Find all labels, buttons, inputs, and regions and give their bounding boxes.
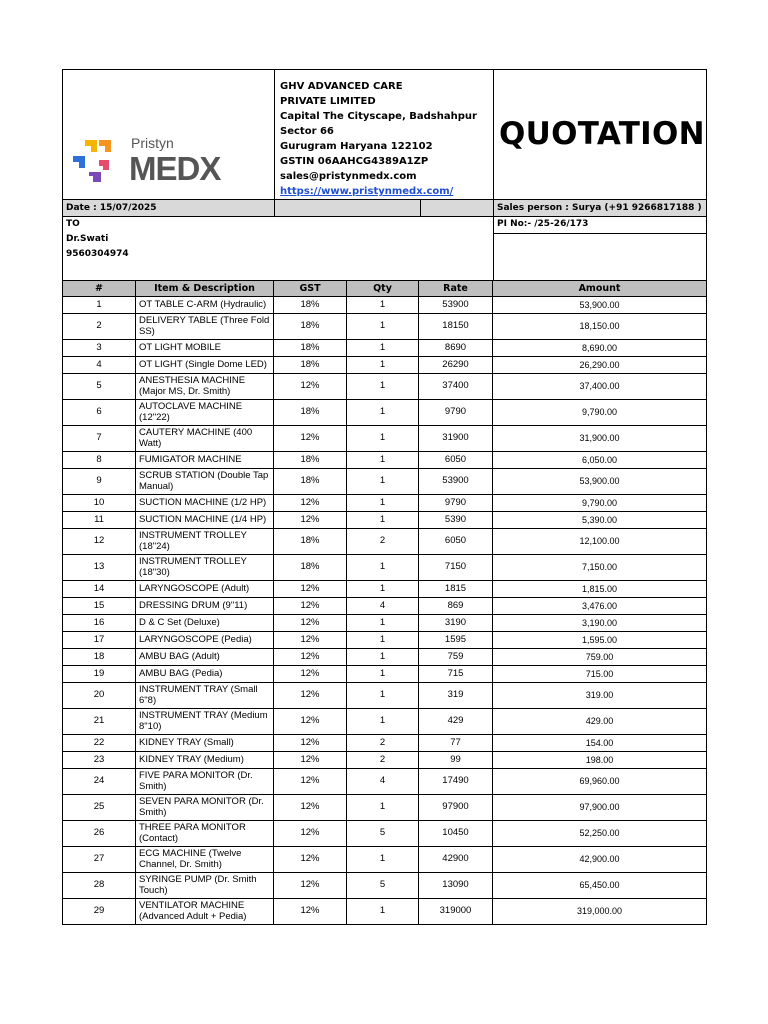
item-qty: 1 — [347, 615, 419, 632]
item-amount: 53,900.00 — [493, 297, 707, 314]
recipient-name: Dr.Swati — [66, 234, 109, 244]
col-header-item: Item & Description — [136, 281, 274, 297]
table-row — [63, 400, 707, 426]
table-row — [63, 899, 707, 925]
table-row — [63, 581, 707, 598]
item-gst: 12% — [274, 666, 347, 683]
table-row — [63, 555, 707, 581]
item-qty: 1 — [347, 683, 419, 709]
item-number: 14 — [63, 581, 136, 598]
item-gst: 12% — [274, 632, 347, 649]
item-number: 10 — [63, 495, 136, 512]
item-amount: 198.00 — [493, 752, 707, 769]
table-row — [63, 666, 707, 683]
item-description: DRESSING DRUM (9"11) — [136, 598, 274, 615]
item-number: 12 — [63, 529, 136, 555]
item-qty: 4 — [347, 598, 419, 615]
item-description: OT LIGHT MOBILE — [136, 340, 274, 357]
item-qty: 1 — [347, 666, 419, 683]
item-number: 13 — [63, 555, 136, 581]
blank-cell — [275, 200, 421, 217]
item-number: 23 — [63, 752, 136, 769]
table-row — [63, 314, 707, 340]
item-description: FUMIGATOR MACHINE — [136, 452, 274, 469]
header-table — [62, 69, 707, 281]
item-rate: 6050 — [419, 452, 493, 469]
item-number: 9 — [63, 469, 136, 495]
table-row — [63, 512, 707, 529]
item-qty: 1 — [347, 452, 419, 469]
item-gst: 12% — [274, 899, 347, 925]
quotation-date: Date : 15/07/2025 — [63, 200, 275, 217]
item-qty: 1 — [347, 357, 419, 374]
item-qty: 1 — [347, 495, 419, 512]
table-row — [63, 598, 707, 615]
item-amount: 52,250.00 — [493, 821, 707, 847]
item-number: 21 — [63, 709, 136, 735]
company-name-line2: PRIVATE LIMITED — [280, 96, 376, 107]
logo-brand: Pristyn — [131, 135, 174, 151]
item-number: 1 — [63, 297, 136, 314]
item-amount: 69,960.00 — [493, 769, 707, 795]
item-qty: 1 — [347, 400, 419, 426]
item-qty: 1 — [347, 709, 419, 735]
company-cell — [275, 70, 494, 200]
item-description: OT LIGHT (Single Dome LED) — [136, 357, 274, 374]
items-table — [62, 280, 707, 925]
item-amount: 97,900.00 — [493, 795, 707, 821]
item-number: 6 — [63, 400, 136, 426]
table-row — [63, 297, 707, 314]
item-rate: 319000 — [419, 899, 493, 925]
table-row — [63, 873, 707, 899]
item-qty: 2 — [347, 752, 419, 769]
item-number: 7 — [63, 426, 136, 452]
table-row — [63, 795, 707, 821]
table-row — [63, 847, 707, 873]
item-gst: 18% — [274, 452, 347, 469]
item-description: VENTILATOR MACHINE (Advanced Adult + Pedia) — [136, 899, 274, 925]
item-rows — [63, 297, 707, 925]
item-description: AMBU BAG (Adult) — [136, 649, 274, 666]
item-gst: 18% — [274, 469, 347, 495]
item-amount: 319,000.00 — [493, 899, 707, 925]
table-row — [63, 821, 707, 847]
item-description: KIDNEY TRAY (Small) — [136, 735, 274, 752]
item-gst: 12% — [274, 795, 347, 821]
company-email: sales@pristynmedx.com — [280, 171, 417, 182]
item-gst: 12% — [274, 735, 347, 752]
item-gst: 12% — [274, 581, 347, 598]
item-description: INSTRUMENT TRAY (Medium 8"10) — [136, 709, 274, 735]
item-rate: 319 — [419, 683, 493, 709]
sales-person: Sales person : Surya (+91 9266817188 ) — [494, 200, 707, 217]
item-qty: 5 — [347, 821, 419, 847]
item-amount: 26,290.00 — [493, 357, 707, 374]
table-row — [63, 529, 707, 555]
item-rate: 1595 — [419, 632, 493, 649]
item-number: 5 — [63, 374, 136, 400]
item-rate: 9790 — [419, 495, 493, 512]
item-rate: 3190 — [419, 615, 493, 632]
document-title: QUOTATION — [494, 70, 707, 200]
table-row — [63, 649, 707, 666]
item-description: INSTRUMENT TROLLEY (18"30) — [136, 555, 274, 581]
item-qty: 4 — [347, 769, 419, 795]
item-rate: 31900 — [419, 426, 493, 452]
item-qty: 1 — [347, 581, 419, 598]
item-number: 22 — [63, 735, 136, 752]
item-number: 24 — [63, 769, 136, 795]
item-description: ANESTHESIA MACHINE (Major MS, Dr. Smith) — [136, 374, 274, 400]
item-number: 29 — [63, 899, 136, 925]
item-qty: 1 — [347, 469, 419, 495]
item-qty: 1 — [347, 512, 419, 529]
table-row — [63, 357, 707, 374]
item-gst: 12% — [274, 649, 347, 666]
item-rate: 37400 — [419, 374, 493, 400]
item-amount: 9,790.00 — [493, 495, 707, 512]
item-amount: 319.00 — [493, 683, 707, 709]
item-gst: 12% — [274, 495, 347, 512]
item-amount: 8,690.00 — [493, 340, 707, 357]
company-gstin: GSTIN 06AAHCG4389A1ZP — [280, 156, 429, 167]
recipient-label: TO — [66, 219, 80, 229]
item-number: 28 — [63, 873, 136, 899]
logo-product: MEDX — [129, 150, 221, 187]
pi-cell — [494, 217, 707, 281]
item-gst: 12% — [274, 873, 347, 899]
item-number: 11 — [63, 512, 136, 529]
item-rate: 9790 — [419, 400, 493, 426]
item-gst: 18% — [274, 340, 347, 357]
item-description: INSTRUMENT TRAY (Small 6"8) — [136, 683, 274, 709]
item-gst: 12% — [274, 598, 347, 615]
item-gst: 12% — [274, 847, 347, 873]
item-qty: 1 — [347, 426, 419, 452]
company-name-line1: GHV ADVANCED CARE — [280, 81, 403, 92]
item-amount: 18,150.00 — [493, 314, 707, 340]
item-qty: 1 — [347, 899, 419, 925]
item-rate: 7150 — [419, 555, 493, 581]
item-gst: 12% — [274, 512, 347, 529]
item-number: 27 — [63, 847, 136, 873]
table-row — [63, 709, 707, 735]
item-gst: 18% — [274, 357, 347, 374]
item-rate: 13090 — [419, 873, 493, 899]
item-number: 4 — [63, 357, 136, 374]
item-rate: 869 — [419, 598, 493, 615]
item-rate: 42900 — [419, 847, 493, 873]
item-description: D & C Set (Deluxe) — [136, 615, 274, 632]
item-qty: 5 — [347, 873, 419, 899]
item-gst: 18% — [274, 400, 347, 426]
table-row — [63, 735, 707, 752]
logo-cell — [63, 70, 275, 200]
item-number: 19 — [63, 666, 136, 683]
item-qty: 1 — [347, 649, 419, 666]
item-rate: 53900 — [419, 469, 493, 495]
item-amount: 53,900.00 — [493, 469, 707, 495]
item-amount: 715.00 — [493, 666, 707, 683]
recipient-phone: 9560304974 — [66, 249, 129, 259]
item-number: 17 — [63, 632, 136, 649]
item-qty: 1 — [347, 795, 419, 821]
table-row — [63, 452, 707, 469]
table-row — [63, 632, 707, 649]
company-website-link[interactable]: https://www.pristynmedx.com/ — [280, 186, 454, 197]
item-number: 25 — [63, 795, 136, 821]
item-rate: 77 — [419, 735, 493, 752]
item-rate: 6050 — [419, 529, 493, 555]
table-row — [63, 426, 707, 452]
item-gst: 12% — [274, 821, 347, 847]
table-row — [63, 374, 707, 400]
item-amount: 12,100.00 — [493, 529, 707, 555]
item-gst: 18% — [274, 314, 347, 340]
item-gst: 12% — [274, 426, 347, 452]
table-row — [63, 683, 707, 709]
col-header-gst: GST — [274, 281, 347, 297]
item-description: LARYNGOSCOPE (Pedia) — [136, 632, 274, 649]
item-number: 3 — [63, 340, 136, 357]
table-row — [63, 340, 707, 357]
company-address-line3: Gurugram Haryana 122102 — [280, 141, 433, 152]
item-gst: 12% — [274, 752, 347, 769]
item-amount: 37,400.00 — [493, 374, 707, 400]
item-qty: 2 — [347, 529, 419, 555]
item-description: DELIVERY TABLE (Three Fold SS) — [136, 314, 274, 340]
item-qty: 1 — [347, 297, 419, 314]
item-rate: 99 — [419, 752, 493, 769]
item-gst: 12% — [274, 683, 347, 709]
item-rate: 1815 — [419, 581, 493, 598]
table-row — [63, 769, 707, 795]
item-qty: 1 — [347, 847, 419, 873]
table-row — [63, 615, 707, 632]
item-description: INSTRUMENT TROLLEY (18"24) — [136, 529, 274, 555]
item-amount: 759.00 — [493, 649, 707, 666]
item-rate: 10450 — [419, 821, 493, 847]
item-description: THREE PARA MONITOR (Contact) — [136, 821, 274, 847]
item-description: SEVEN PARA MONITOR (Dr. Smith) — [136, 795, 274, 821]
item-qty: 1 — [347, 314, 419, 340]
item-qty: 1 — [347, 340, 419, 357]
item-gst: 18% — [274, 555, 347, 581]
item-qty: 1 — [347, 374, 419, 400]
item-rate: 53900 — [419, 297, 493, 314]
item-amount: 3,476.00 — [493, 598, 707, 615]
item-description: FIVE PARA MONITOR (Dr. Smith) — [136, 769, 274, 795]
item-number: 16 — [63, 615, 136, 632]
item-description: SCRUB STATION (Double Tap Manual) — [136, 469, 274, 495]
item-rate: 715 — [419, 666, 493, 683]
item-gst: 18% — [274, 529, 347, 555]
company-address-line2: Sector 66 — [280, 126, 334, 137]
company-address-line1: Capital The Cityscape, Badshahpur — [280, 111, 477, 122]
table-row — [63, 469, 707, 495]
item-number: 20 — [63, 683, 136, 709]
item-amount: 1,595.00 — [493, 632, 707, 649]
col-header-amount: Amount — [493, 281, 707, 297]
item-description: AUTOCLAVE MACHINE (12"22) — [136, 400, 274, 426]
col-header-rate: Rate — [419, 281, 493, 297]
item-amount: 7,150.00 — [493, 555, 707, 581]
item-amount: 31,900.00 — [493, 426, 707, 452]
item-amount: 5,390.00 — [493, 512, 707, 529]
item-rate: 97900 — [419, 795, 493, 821]
table-row — [63, 495, 707, 512]
item-rate: 26290 — [419, 357, 493, 374]
item-number: 2 — [63, 314, 136, 340]
item-description: OT TABLE C-ARM (Hydraulic) — [136, 297, 274, 314]
pristyn-medx-logo-icon — [71, 136, 123, 184]
item-rate: 17490 — [419, 769, 493, 795]
item-rate: 8690 — [419, 340, 493, 357]
item-number: 15 — [63, 598, 136, 615]
item-qty: 1 — [347, 632, 419, 649]
item-description: SYRINGE PUMP (Dr. Smith Touch) — [136, 873, 274, 899]
pi-number: PI No:- /25-26/173 — [494, 217, 706, 234]
item-rate: 759 — [419, 649, 493, 666]
item-description: SUCTION MACHINE (1/2 HP) — [136, 495, 274, 512]
col-header-number: # — [63, 281, 136, 297]
item-amount: 154.00 — [493, 735, 707, 752]
item-amount: 3,190.00 — [493, 615, 707, 632]
item-gst: 12% — [274, 615, 347, 632]
item-description: KIDNEY TRAY (Medium) — [136, 752, 274, 769]
item-description: AMBU BAG (Pedia) — [136, 666, 274, 683]
item-description: LARYNGOSCOPE (Adult) — [136, 581, 274, 598]
quotation-sheet — [62, 69, 706, 925]
item-rate: 5390 — [419, 512, 493, 529]
item-number: 26 — [63, 821, 136, 847]
item-gst: 12% — [274, 769, 347, 795]
item-number: 18 — [63, 649, 136, 666]
item-amount: 6,050.00 — [493, 452, 707, 469]
item-description: CAUTERY MACHINE (400 Watt) — [136, 426, 274, 452]
item-rate: 18150 — [419, 314, 493, 340]
item-amount: 9,790.00 — [493, 400, 707, 426]
item-gst: 12% — [274, 374, 347, 400]
blank-cell — [421, 200, 494, 217]
item-amount: 429.00 — [493, 709, 707, 735]
col-header-qty: Qty — [347, 281, 419, 297]
table-row — [63, 752, 707, 769]
item-amount: 65,450.00 — [493, 873, 707, 899]
item-qty: 2 — [347, 735, 419, 752]
item-gst: 12% — [274, 709, 347, 735]
item-description: ECG MACHINE (Twelve Channel, Dr. Smith) — [136, 847, 274, 873]
item-gst: 18% — [274, 297, 347, 314]
item-amount: 1,815.00 — [493, 581, 707, 598]
item-description: SUCTION MACHINE (1/4 HP) — [136, 512, 274, 529]
item-qty: 1 — [347, 555, 419, 581]
item-rate: 429 — [419, 709, 493, 735]
recipient-cell — [63, 217, 494, 281]
item-number: 8 — [63, 452, 136, 469]
item-amount: 42,900.00 — [493, 847, 707, 873]
